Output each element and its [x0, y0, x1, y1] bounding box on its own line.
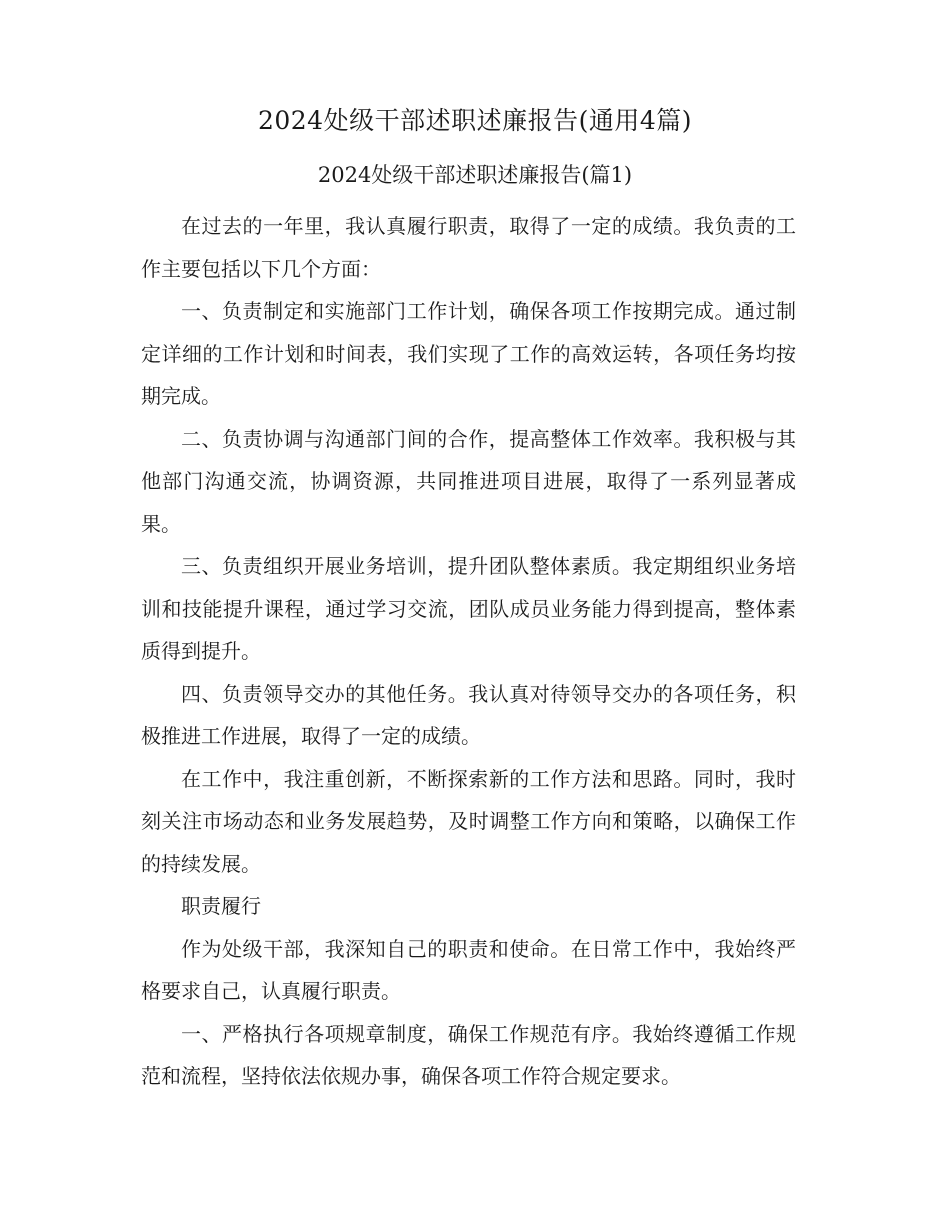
- paragraph-duty-item-1: 一、严格执行各项规章制度，确保工作规范有序。我始终遵循工作规范和流程，坚持依法依规办事，确保各项工作符合规定要求。: [141, 1021, 796, 1088]
- paragraph-intro: 在过去的一年里，我认真履行职责，取得了一定的成绩。我负责的工作主要包括以下几个方面：: [141, 214, 796, 281]
- paragraph-item-2: 二、负责协调与沟通部门间的合作，提高整体工作效率。我积极与其他部门沟通交流，协调资源，共同推进项目进展，取得了一系列显著成果。: [141, 426, 796, 536]
- subheading-duty: 职责履行: [181, 894, 261, 918]
- paragraph-item-3: 三、负责组织开展业务培训，提升团队整体素质。我定期组织业务培训和技能提升课程，通过学习交流，团队成员业务能力得到提高，整体素质得到提升。: [141, 554, 796, 663]
- paragraph-innovation: 在工作中，我注重创新，不断探索新的工作方法和思路。同时，我时刻关注市场动态和业务发展趋势，及时调整工作方向和策略，以确保工作的持续发展。: [141, 766, 796, 876]
- paragraph-item-4: 四、负责领导交办的其他任务。我认真对待领导交办的各项任务，积极推进工作进展，取得了一定的成绩。: [141, 681, 796, 748]
- paragraph-duty-intro: 作为处级干部，我深知自己的职责和使命。在日常工作中，我始终严格要求自己，认真履行职责。: [141, 936, 796, 1003]
- section-title: 2024处级干部述职述廉报告(篇1): [317, 163, 633, 187]
- document-title: 2024处级干部述职述廉报告(通用4篇): [257, 106, 693, 135]
- document-body: [141, 205, 796, 1098]
- paragraph-item-1: 一、负责制定和实施部门工作计划，确保各项工作按期完成。通过制定详细的工作计划和时间表，我们实现了工作的高效运转，各项任务均按期完成。: [141, 299, 796, 408]
